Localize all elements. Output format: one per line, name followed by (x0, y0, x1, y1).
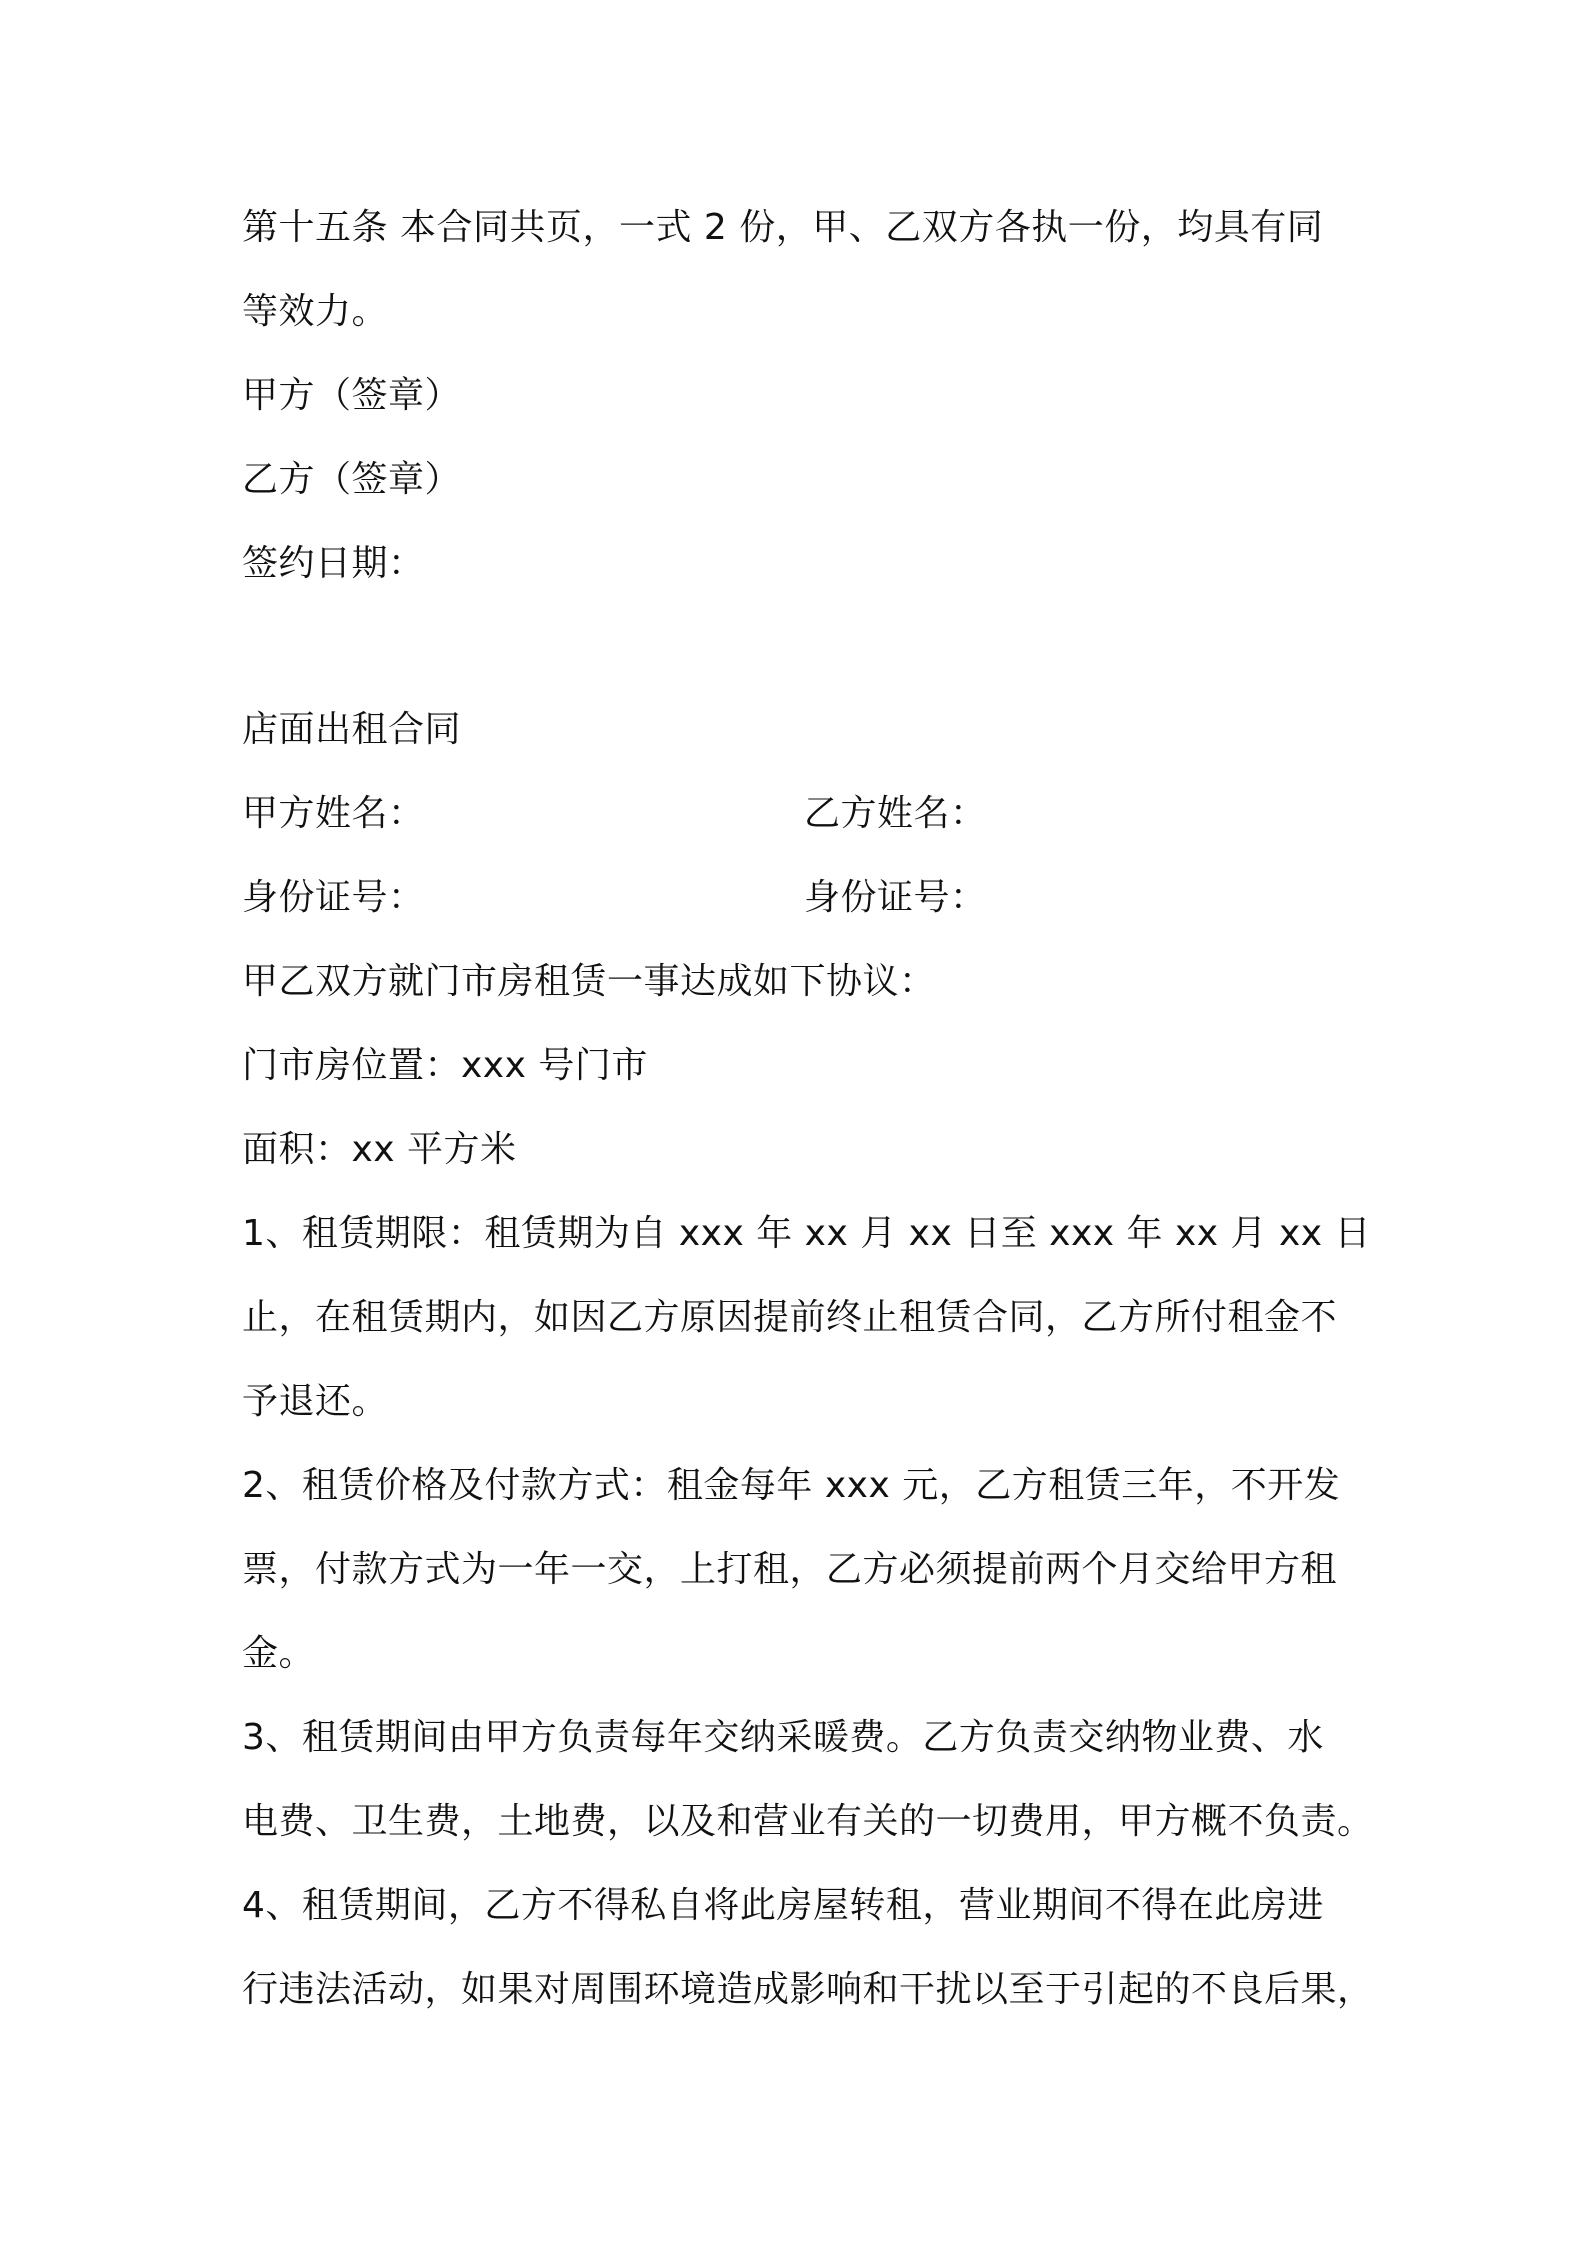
agreement-intro: 甲乙双方就门市房租赁一事达成如下协议： (242, 961, 936, 1002)
party-b-name-label: 乙方姓名： (804, 793, 987, 834)
party-a-name-label: 甲方姓名： (242, 793, 425, 834)
contract-title: 店面出租合同 (242, 709, 462, 750)
party-b-id-label: 身份证号： (804, 877, 987, 918)
party-a-signature: 甲方（签章） (242, 375, 462, 416)
item-3-line-2: 电费、卫生费，土地费，以及和营业有关的一切费用，甲方概不负责。 (242, 1801, 1374, 1842)
item-1-line-1: 1、租赁期限：租赁期为自 xxx 年 xx 月 xx 日至 xxx 年 xx 月 xx 日 (242, 1213, 1371, 1254)
party-b-signature: 乙方（签章） (242, 459, 462, 500)
clause-15-line-1: 第十五条 本合同共页，一式 2 份，甲、乙双方各执一份，均具有同 (242, 207, 1324, 248)
item-4-line-2: 行违法活动，如果对周围环境造成影响和干扰以至于引起的不良后果， (242, 1969, 1374, 2010)
item-3-line-1: 3、租赁期间由甲方负责每年交纳采暖费。乙方负责交纳物业费、水 (242, 1717, 1324, 1758)
item-1-line-3: 予退还。 (242, 1381, 389, 1422)
item-1-line-2: 止，在租赁期内，如因乙方原因提前终止租赁合同，乙方所付租金不 (242, 1297, 1338, 1338)
item-2-line-3: 金。 (242, 1633, 316, 1674)
party-a-id-label: 身份证号： (242, 877, 425, 918)
signing-date: 签约日期： (242, 543, 425, 584)
item-2-line-1: 2、租赁价格及付款方式：租金每年 xxx 元，乙方租赁三年，不开发 (242, 1465, 1341, 1506)
shop-location: 门市房位置：xxx 号门市 (242, 1045, 648, 1086)
item-2-line-2: 票，付款方式为一年一交，上打租，乙方必须提前两个月交给甲方租 (242, 1549, 1338, 1590)
clause-15-line-2: 等效力。 (242, 291, 389, 332)
shop-area: 面积：xx 平方米 (242, 1129, 517, 1170)
item-4-line-1: 4、租赁期间，乙方不得私自将此房屋转租，营业期间不得在此房进 (242, 1885, 1324, 1926)
